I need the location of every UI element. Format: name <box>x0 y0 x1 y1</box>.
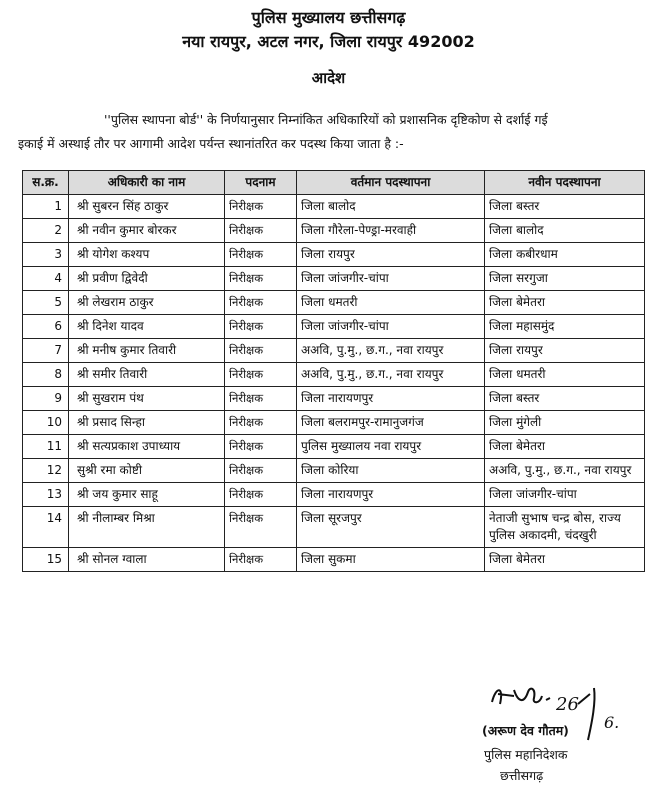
cell-current-posting: जिला बलरामपुर-रामानुजगंज <box>297 411 485 435</box>
cell-sno: 2 <box>23 219 69 243</box>
table-row <box>23 195 645 219</box>
header-sno: स.क्र. <box>23 171 69 195</box>
table-row <box>23 339 645 363</box>
table-row <box>23 315 645 339</box>
office-title: पुलिस मुख्यालय छत्तीसगढ़ <box>251 8 406 27</box>
cell-current-posting: अअवि, पु.मु., छ.ग., नवा रायपुर <box>297 339 485 363</box>
cell-new-posting: जिला बेमेतरा <box>485 435 645 459</box>
cell-name: श्री सुबरन सिंह ठाकुर <box>69 195 225 219</box>
cell-name: श्री समीर तिवारी <box>69 363 225 387</box>
cell-name: सुश्री रमा कोष्टी <box>69 459 225 483</box>
cell-sno: 5 <box>23 291 69 315</box>
cell-name: श्री नवीन कुमार बोरकर <box>69 219 225 243</box>
cell-name: श्री नीलाम्बर मिश्रा <box>69 507 225 548</box>
cell-current-posting: जिला गौरेला-पेण्ड्रा-मरवाही <box>297 219 485 243</box>
cell-designation: निरीक्षक <box>225 411 297 435</box>
cell-new-posting: जिला जांजगीर-चांपा <box>485 483 645 507</box>
cell-sno: 1 <box>23 195 69 219</box>
table-row <box>23 387 645 411</box>
cell-sno: 11 <box>23 435 69 459</box>
table-row <box>23 548 645 572</box>
cell-designation: निरीक्षक <box>225 507 297 548</box>
cell-sno: 6 <box>23 315 69 339</box>
cell-designation: निरीक्षक <box>225 548 297 572</box>
cell-name: श्री जय कुमार साहू <box>69 483 225 507</box>
cell-designation: निरीक्षक <box>225 291 297 315</box>
transfer-table <box>22 170 645 572</box>
order-paragraph <box>18 108 638 156</box>
cell-designation: निरीक्षक <box>225 219 297 243</box>
table-row <box>23 507 645 548</box>
cell-sno: 15 <box>23 548 69 572</box>
cell-designation: निरीक्षक <box>225 363 297 387</box>
table-row <box>23 363 645 387</box>
header-name: अधिकारी का नाम <box>69 171 225 195</box>
header-current-posting: वर्तमान पदस्थापना <box>297 171 485 195</box>
cell-sno: 4 <box>23 267 69 291</box>
signatory-designation: पुलिस महानिदेशक <box>484 747 568 762</box>
cell-designation: निरीक्षक <box>225 387 297 411</box>
cell-name: श्री सत्यप्रकाश उपाध्याय <box>69 435 225 459</box>
cell-designation: निरीक्षक <box>225 195 297 219</box>
signatory-name: (अरूण देव गौतम) <box>482 723 569 738</box>
cell-designation: निरीक्षक <box>225 435 297 459</box>
table-row <box>23 483 645 507</box>
table-row <box>23 267 645 291</box>
cell-new-posting: जिला धमतरी <box>485 363 645 387</box>
cell-name: श्री सुखराम पंथ <box>69 387 225 411</box>
table-body <box>23 195 645 572</box>
cell-current-posting: अअवि, पु.मु., छ.ग., नवा रायपुर <box>297 363 485 387</box>
cell-sno: 7 <box>23 339 69 363</box>
cell-new-posting: अअवि, पु.मु., छ.ग., नवा रायपुर <box>485 459 645 483</box>
cell-name: श्री सोनल ग्वाला <box>69 548 225 572</box>
cell-sno: 12 <box>23 459 69 483</box>
cell-sno: 9 <box>23 387 69 411</box>
cell-name: श्री योगेश कश्यप <box>69 243 225 267</box>
cell-name: श्री दिनेश यादव <box>69 315 225 339</box>
table-row <box>23 219 645 243</box>
cell-name: श्री मनीष कुमार तिवारी <box>69 339 225 363</box>
table-row <box>23 411 645 435</box>
cell-current-posting: जिला जांजगीर-चांपा <box>297 315 485 339</box>
cell-current-posting: पुलिस मुख्यालय नवा रायपुर <box>297 435 485 459</box>
cell-designation: निरीक्षक <box>225 459 297 483</box>
cell-current-posting: जिला नारायणपुर <box>297 483 485 507</box>
cell-new-posting: जिला बस्तर <box>485 195 645 219</box>
cell-designation: निरीक्षक <box>225 243 297 267</box>
svg-text:6.: 6. <box>604 713 620 732</box>
table-row <box>23 435 645 459</box>
cell-current-posting: जिला सुकमा <box>297 548 485 572</box>
cell-new-posting: नेताजी सुभाष चन्द्र बोस, राज्य पुलिस अकादमी, चंदखुरी <box>485 507 645 548</box>
cell-new-posting: जिला सरगुजा <box>485 267 645 291</box>
cell-name: श्री लेखराम ठाकुर <box>69 291 225 315</box>
cell-current-posting: जिला सूरजपुर <box>297 507 485 548</box>
cell-new-posting: जिला मुंगेली <box>485 411 645 435</box>
cell-current-posting: जिला धमतरी <box>297 291 485 315</box>
cell-new-posting: जिला बेमेतरा <box>485 291 645 315</box>
table-row <box>23 243 645 267</box>
table-row <box>23 291 645 315</box>
cell-new-posting: जिला रायपुर <box>485 339 645 363</box>
office-address: नया रायपुर, अटल नगर, जिला रायपुर 492002 <box>182 32 475 51</box>
header-designation: पदनाम <box>225 171 297 195</box>
cell-sno: 3 <box>23 243 69 267</box>
cell-designation: निरीक्षक <box>225 267 297 291</box>
cell-name: श्री प्रवीण द्विवेदी <box>69 267 225 291</box>
cell-current-posting: जिला बालोद <box>297 195 485 219</box>
cell-new-posting: जिला बेमेतरा <box>485 548 645 572</box>
svg-text:26: 26 <box>556 694 579 715</box>
cell-current-posting: जिला रायपुर <box>297 243 485 267</box>
cell-sno: 8 <box>23 363 69 387</box>
signatory-state: छत्तीसगढ़ <box>500 768 544 783</box>
cell-sno: 13 <box>23 483 69 507</box>
cell-new-posting: जिला बालोद <box>485 219 645 243</box>
header-new-posting: नवीन पदस्थापना <box>485 171 645 195</box>
cell-current-posting: जिला नारायणपुर <box>297 387 485 411</box>
cell-designation: निरीक्षक <box>225 315 297 339</box>
cell-sno: 10 <box>23 411 69 435</box>
table-header-row <box>23 171 645 195</box>
table-row <box>23 459 645 483</box>
cell-designation: निरीक्षक <box>225 339 297 363</box>
order-title: आदेश <box>311 69 346 87</box>
order-line-2: इकाई में अस्थाई तौर पर आगामी आदेश पर्यन्त स्थानांतरित कर पदस्थ किया जाता है :- <box>18 136 404 151</box>
cell-current-posting: जिला कोरिया <box>297 459 485 483</box>
cell-designation: निरीक्षक <box>225 483 297 507</box>
order-line-1: ''पुलिस स्थापना बोर्ड'' के निर्णयानुसार निम्नांकित अधिकारियों को प्रशासनिक दृष्टिकोण से दर्शाई गई <box>104 112 548 127</box>
cell-sno: 14 <box>23 507 69 548</box>
cell-new-posting: जिला महासमुंद <box>485 315 645 339</box>
cell-new-posting: जिला बस्तर <box>485 387 645 411</box>
cell-current-posting: जिला जांजगीर-चांपा <box>297 267 485 291</box>
cell-new-posting: जिला कबीरधाम <box>485 243 645 267</box>
cell-name: श्री प्रसाद सिन्हा <box>69 411 225 435</box>
